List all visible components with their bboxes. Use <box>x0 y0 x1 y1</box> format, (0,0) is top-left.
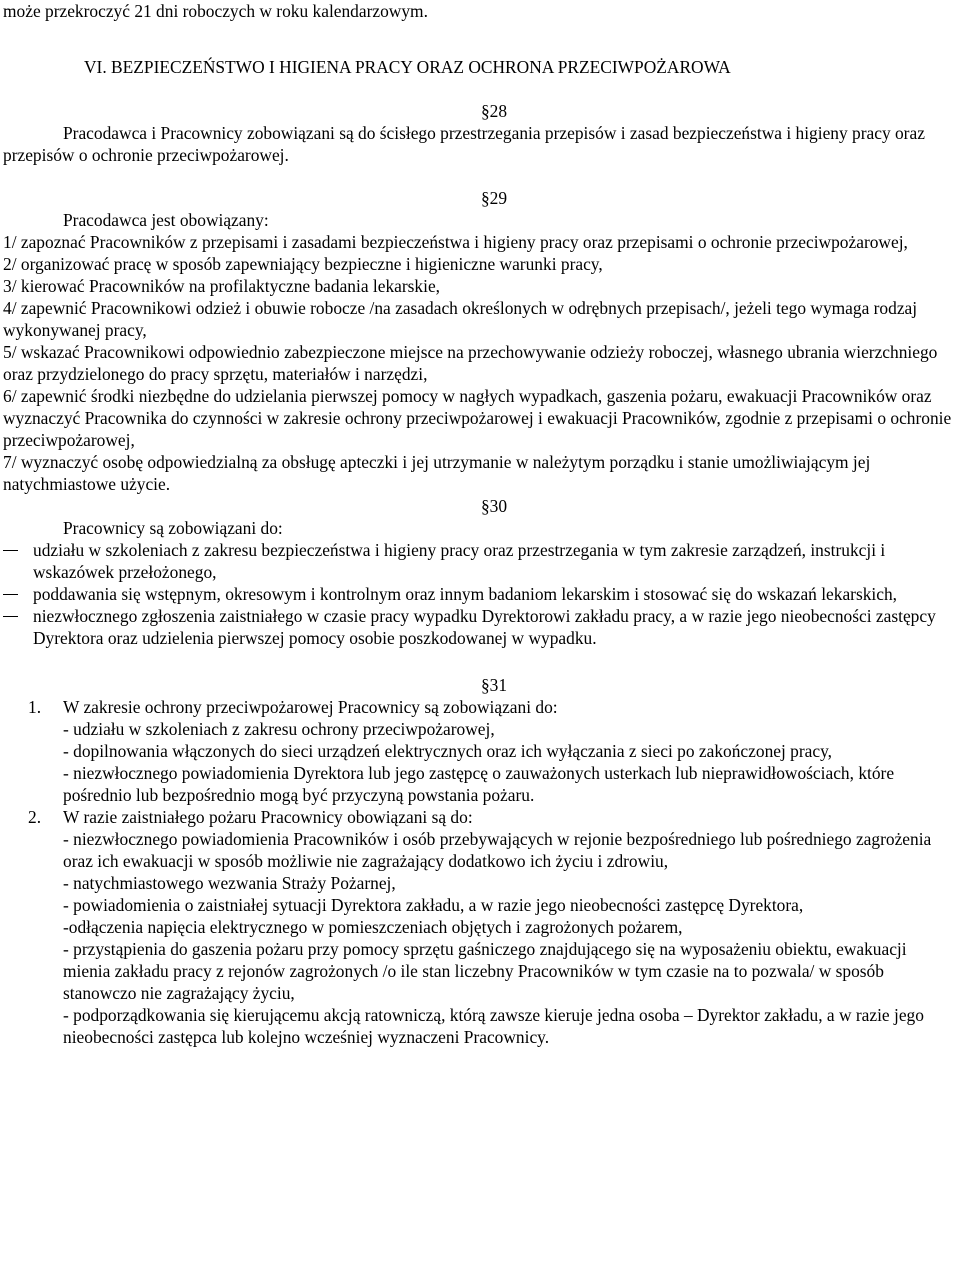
sub-item: - niezwłocznego powiadomienia Dyrektora lub jego zastępcę o zauważonych usterkach lub nieprawidłowościach, które pośrednio lub bezpośrednio mogą być przyczyną powstania pożaru. <box>63 763 895 805</box>
sub-item: - powiadomienia o zaistniałej sytuacji Dyrektora zakładu, a w razie jego nieobecności zastępcę Dyrektora, <box>63 895 804 915</box>
item-heading: W razie zaistniałego pożaru Pracownicy obowiązani są do: <box>63 807 473 827</box>
paragraph-29 <box>3 187 957 495</box>
sub-item: - udziału w szkoleniach z zakresu ochrony przeciwpożarowej, <box>63 719 495 739</box>
numbered-list <box>3 696 957 1048</box>
list-item: 6/ zapewnić środki niezbędne do udzielania pierwszej pomocy w nagłych wypadkach, gaszenia pożaru, ewakuacji Pracowników oraz wyznaczyć Pracownika do czynności w zakresie ochrony przeciwpożarowej i ewakuacji Pracowników, zgodnie z przepisami o ochronie przeciwpożarowej, <box>3 386 952 450</box>
item-marker: 2. <box>28 807 42 827</box>
list-item: 4/ zapewnić Pracownikowi odzież i obuwie robocze /na zasadach określonych w odrębnych przepisach/, jeżeli tego wymaga rodzaj wykonywanej pracy, <box>3 298 918 340</box>
sub-item: - przystąpienia do gaszenia pożaru przy pomocy sprzętu gaśniczego znajdującego się na wyposażeniu obiektu, ewakuacji mienia zakładu pracy z rejonów zagrożonych /o ile stan liczebny Pracowników w tym czasie na to pozwala/ w sposób stanowczo nie zagrażający życiu, <box>63 939 907 1003</box>
list-item: 7/ wyznaczyć osobę odpowiedzialną za obsługę apteczki i jej utrzymanie w należytym porządku i stanie umożliwiającym jej natychmiastowe użycie. <box>3 452 871 494</box>
sub-item: - podporządkowania się kierującemu akcją ratowniczą, którą zawsze kieruje jedna osoba – Dyrektor zakładu, a w razie jego nieobecności zastępca lub kolejno wcześniej wyznaczeni Pracownicy. <box>63 1005 924 1047</box>
paragraph-28 <box>3 100 957 166</box>
list-item: 5/ wskazać Pracownikowi odpowiednio zabezpieczone miejsce na przechowywanie odzieży roboczej, własnego ubrania wierzchniego oraz przydzielonego do pracy sprzętu, materiałów i narzędzi, <box>3 342 938 384</box>
paragraph-number: §28 <box>480 101 508 121</box>
list-item: niezwłocznego zgłoszenia zaistniałego w czasie pracy wypadku Dyrektorowi zakładu pracy, a w razie jego nieobecności zastępcy Dyrektora oraz udzielenia pierwszej pomocy osobie poszkodowanej w wypadku. <box>3 605 957 649</box>
item-heading: W zakresie ochrony przeciwpożarowej Pracownicy są zobowiązani do: <box>63 697 558 717</box>
paragraph-text: Pracodawca i Pracownicy zobowiązani są do ścisłego przestrzegania przepisów i zasad bezpieczeństwa i higieny pracy oraz przepisów o ochronie przeciwpożarowej. <box>3 123 925 165</box>
list-item: udziału w szkoleniach z zakresu bezpieczeństwa i higieny pracy oraz przestrzegania w tym zakresie zarządzeń, instrukcji i wskazówek przełożonego, <box>3 539 957 583</box>
paragraph-number: §29 <box>480 188 508 208</box>
numbered-item <box>3 806 957 1048</box>
dash-list <box>3 539 957 649</box>
sub-item: -odłączenia napięcia elektrycznego w pomieszczeniach objętych i zagrożonych pożarem, <box>63 917 683 937</box>
paragraph-30 <box>3 495 957 649</box>
list-item: poddawania się wstępnym, okresowym i kontrolnym oraz innym badaniom lekarskim i stosować się do wskazań lekarskich, <box>3 583 957 605</box>
sub-item: - natychmiastowego wezwania Straży Pożarnej, <box>63 873 396 893</box>
item-marker: 1. <box>28 697 42 717</box>
list-item: 1/ zapoznać Pracowników z przepisami i zasadami bezpieczeństwa i higieny pracy oraz przepisami o ochronie przeciwpożarowej, <box>3 232 908 252</box>
paragraph-31 <box>3 674 957 1048</box>
paragraph-intro: Pracownicy są zobowiązani do: <box>63 518 283 538</box>
document-page <box>3 0 957 1048</box>
continuation-line: może przekroczyć 21 dni roboczych w roku kalendarzowym. <box>3 1 428 21</box>
list-item: 3/ kierować Pracowników na profilaktyczne badania lekarskie, <box>3 276 441 296</box>
list-item: 2/ organizować pracę w sposób zapewniający bezpieczne i higieniczne warunki pracy, <box>3 254 603 274</box>
paragraph-number: §31 <box>480 675 508 695</box>
paragraph-number: §30 <box>480 496 508 516</box>
paragraph-intro: Pracodawca jest obowiązany: <box>63 210 269 230</box>
sub-item: - niezwłocznego powiadomienia Pracowników i osób przebywających w rejonie bezpośredniego lub pośredniego zagrożenia oraz ich ewakuacji w sposób możliwie nie zagrażający dodatkowo ich życiu i zdrowiu, <box>63 829 932 871</box>
sub-item: - dopilnowania włączonych do sieci urządzeń elektrycznych oraz ich wyłączania z sieci po zakończonej pracy, <box>63 741 832 761</box>
numbered-item <box>3 696 957 806</box>
section-title: VI. BEZPIECZEŃSTWO I HIGIENA PRACY ORAZ OCHRONA PRZECIWPOŻAROWA <box>84 57 731 77</box>
